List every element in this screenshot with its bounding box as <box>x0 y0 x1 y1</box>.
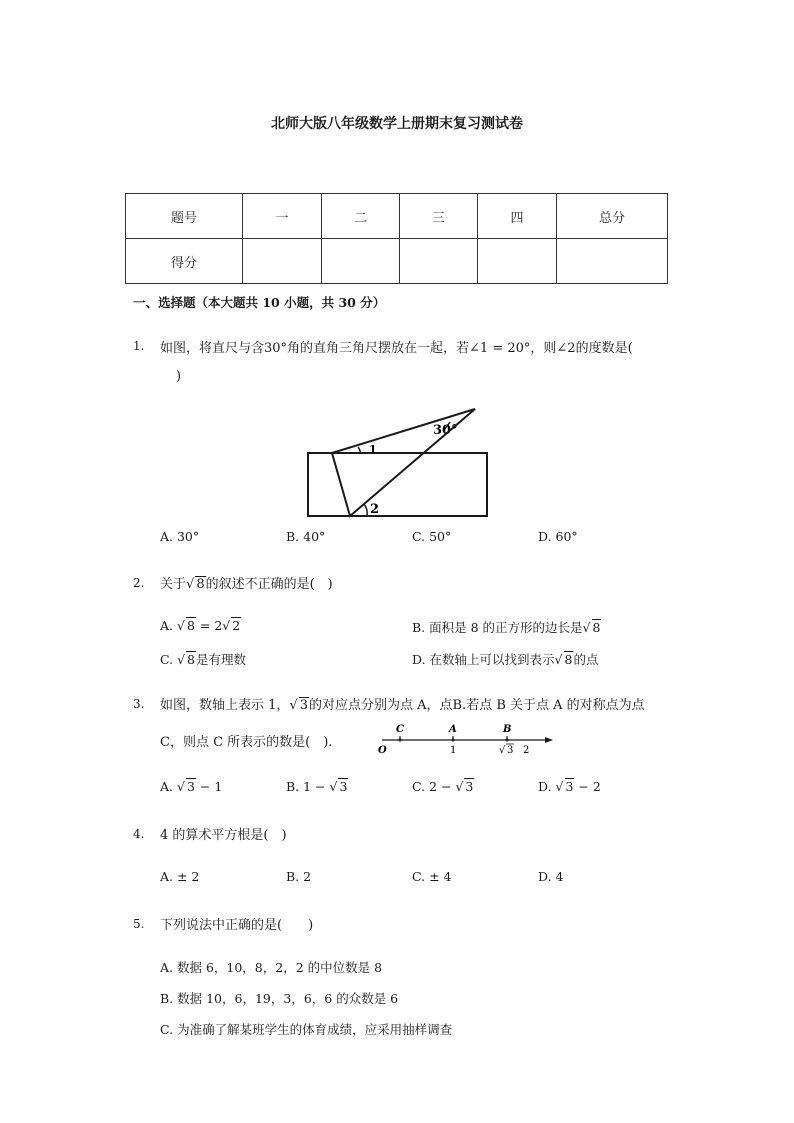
question-text: 如图，将直尺与含30°角的直角三角尺摆放在一起，若∠1 = 20°，则∠2的度数是( <box>160 341 633 356</box>
arrow-head <box>545 737 553 743</box>
option-c[interactable]: C. 为准确了解某班学生的体育成绩，应采用抽样调查 <box>160 1022 453 1037</box>
label-two: 2 <box>523 745 530 756</box>
table-cell[interactable] <box>478 239 557 284</box>
radicand: 3 <box>186 779 195 794</box>
label-a: A <box>449 724 457 735</box>
ruler-triangle-figure <box>300 400 500 524</box>
label-one: 1 <box>450 745 457 756</box>
angle-2-arc <box>364 504 367 516</box>
question-text: 下列说法中正确的是( ) <box>160 918 314 933</box>
label-1: 1 <box>369 443 377 456</box>
option-a[interactable]: A. 30° <box>160 529 200 544</box>
option-c[interactable]: C. ± 4 <box>412 869 452 884</box>
table-cell: 得分 <box>126 239 243 284</box>
radicand: 3 <box>339 779 348 794</box>
sqrt-sign: √ <box>329 779 338 794</box>
option-d[interactable] <box>412 650 598 668</box>
text-segment: 是有理数 <box>196 652 247 667</box>
radicand: 3 <box>465 779 474 794</box>
question-number: 1. <box>133 339 145 353</box>
radicand: 8 <box>592 620 601 635</box>
option-b[interactable]: B. 40° <box>286 529 326 544</box>
option-b[interactable]: B. 2 <box>286 869 312 884</box>
table-cell[interactable] <box>243 239 322 284</box>
sqrt-sign: √ <box>455 779 464 794</box>
score-table-score-row <box>126 239 668 284</box>
text-segment: D. <box>538 779 556 794</box>
sqrt-sign: √ <box>289 698 298 713</box>
option-c[interactable]: C. 50° <box>412 529 452 544</box>
label-c: C <box>396 724 404 735</box>
number-line-figure <box>372 720 556 758</box>
sqrt-sign: √ <box>222 618 231 633</box>
section-heading: 一、选择题（本大题共 10 小题，共 30 分） <box>133 295 386 310</box>
text-segment: C. 2 − <box>412 779 456 794</box>
sqrt-sign: √ <box>582 620 591 635</box>
option-b[interactable] <box>286 779 348 794</box>
label-b: B <box>503 724 512 735</box>
question-text: 4 的算术平方根是( ) <box>160 828 287 843</box>
label-2: 2 <box>370 502 380 517</box>
table-cell: 三 <box>400 194 478 239</box>
option-c[interactable] <box>160 650 246 668</box>
question-text-cont: ) <box>176 369 182 384</box>
option-b[interactable]: B. 数据 10，6，19，3，6，6 的众数是 6 <box>160 991 399 1006</box>
sqrt-sign: √ <box>499 745 506 756</box>
option-a[interactable]: A. 数据 6，10，8，2，2 的中位数是 8 <box>160 960 383 975</box>
text-segment: − 1 <box>195 779 223 794</box>
sqrt-sign: √ <box>177 652 186 667</box>
table-cell[interactable] <box>557 239 668 284</box>
radicand: 8 <box>196 577 205 592</box>
point-b <box>506 739 509 742</box>
option-a[interactable]: A. ± 2 <box>160 869 200 884</box>
option-a[interactable] <box>160 618 241 633</box>
question-number: 3. <box>133 697 145 711</box>
sqrt-sign: √ <box>176 618 185 633</box>
sqrt-sign: √ <box>186 577 195 592</box>
score-table <box>125 193 668 284</box>
text-segment: B. 1 − <box>286 779 330 794</box>
text-segment: A. <box>160 618 177 633</box>
page-title: 北师大版八年级数学上册期末复习测试卷 <box>271 116 523 132</box>
radicand: 3 <box>565 779 574 794</box>
text-segment: = 2 <box>195 618 223 633</box>
radicand: 8 <box>564 652 573 667</box>
table-cell: 题号 <box>126 194 243 239</box>
text-segment: − 2 <box>574 779 601 794</box>
table-cell: 总分 <box>557 194 668 239</box>
label-30: 30° <box>433 423 458 438</box>
table-cell[interactable] <box>400 239 478 284</box>
text-segment: 的叙述不正确的是( ) <box>205 577 333 592</box>
option-d[interactable]: D. 4 <box>538 869 564 884</box>
table-cell: 二 <box>322 194 400 239</box>
text-segment: B. 面积是 8 的正方形的边长是 <box>412 620 583 635</box>
sqrt-sign: √ <box>554 652 563 667</box>
sqrt-sign: √ <box>555 779 564 794</box>
point-c <box>399 739 402 742</box>
text-segment: 关于 <box>160 577 187 592</box>
option-d[interactable]: D. 60° <box>538 529 578 544</box>
text-segment: C. <box>160 652 178 667</box>
option-c[interactable] <box>412 779 474 794</box>
text-segment: 如图，数轴上表示 1， <box>160 698 290 713</box>
text-segment: D. 在数轴上可以找到表示 <box>412 652 555 667</box>
question-number: 5. <box>133 917 145 931</box>
question-text <box>160 573 333 592</box>
table-cell[interactable] <box>322 239 400 284</box>
label-o: O <box>378 745 387 756</box>
table-cell: 四 <box>478 194 557 239</box>
question-text <box>160 694 645 713</box>
sqrt-sign: √ <box>176 779 185 794</box>
point-a <box>452 739 455 742</box>
radicand: 8 <box>187 652 195 667</box>
question-number: 4. <box>133 827 145 841</box>
option-b[interactable] <box>412 618 601 636</box>
text-segment: A. <box>160 779 177 794</box>
option-a[interactable] <box>160 779 222 794</box>
radicand: 2 <box>232 618 241 633</box>
text-segment: 的对应点分别为点 A，点B.若点 B 关于点 A 的对称点为点 <box>308 698 645 713</box>
question-text-cont: C，则点 C 所表示的数是( ). <box>160 735 333 750</box>
radicand: 8 <box>186 618 195 633</box>
option-d[interactable] <box>538 779 601 794</box>
table-cell: 一 <box>243 194 322 239</box>
text-segment: 的点 <box>573 652 599 667</box>
label-sqrt3: 3 <box>507 745 514 756</box>
radicand: 3 <box>299 698 308 713</box>
score-table-header-row <box>126 194 668 239</box>
question-number: 2. <box>133 576 145 590</box>
